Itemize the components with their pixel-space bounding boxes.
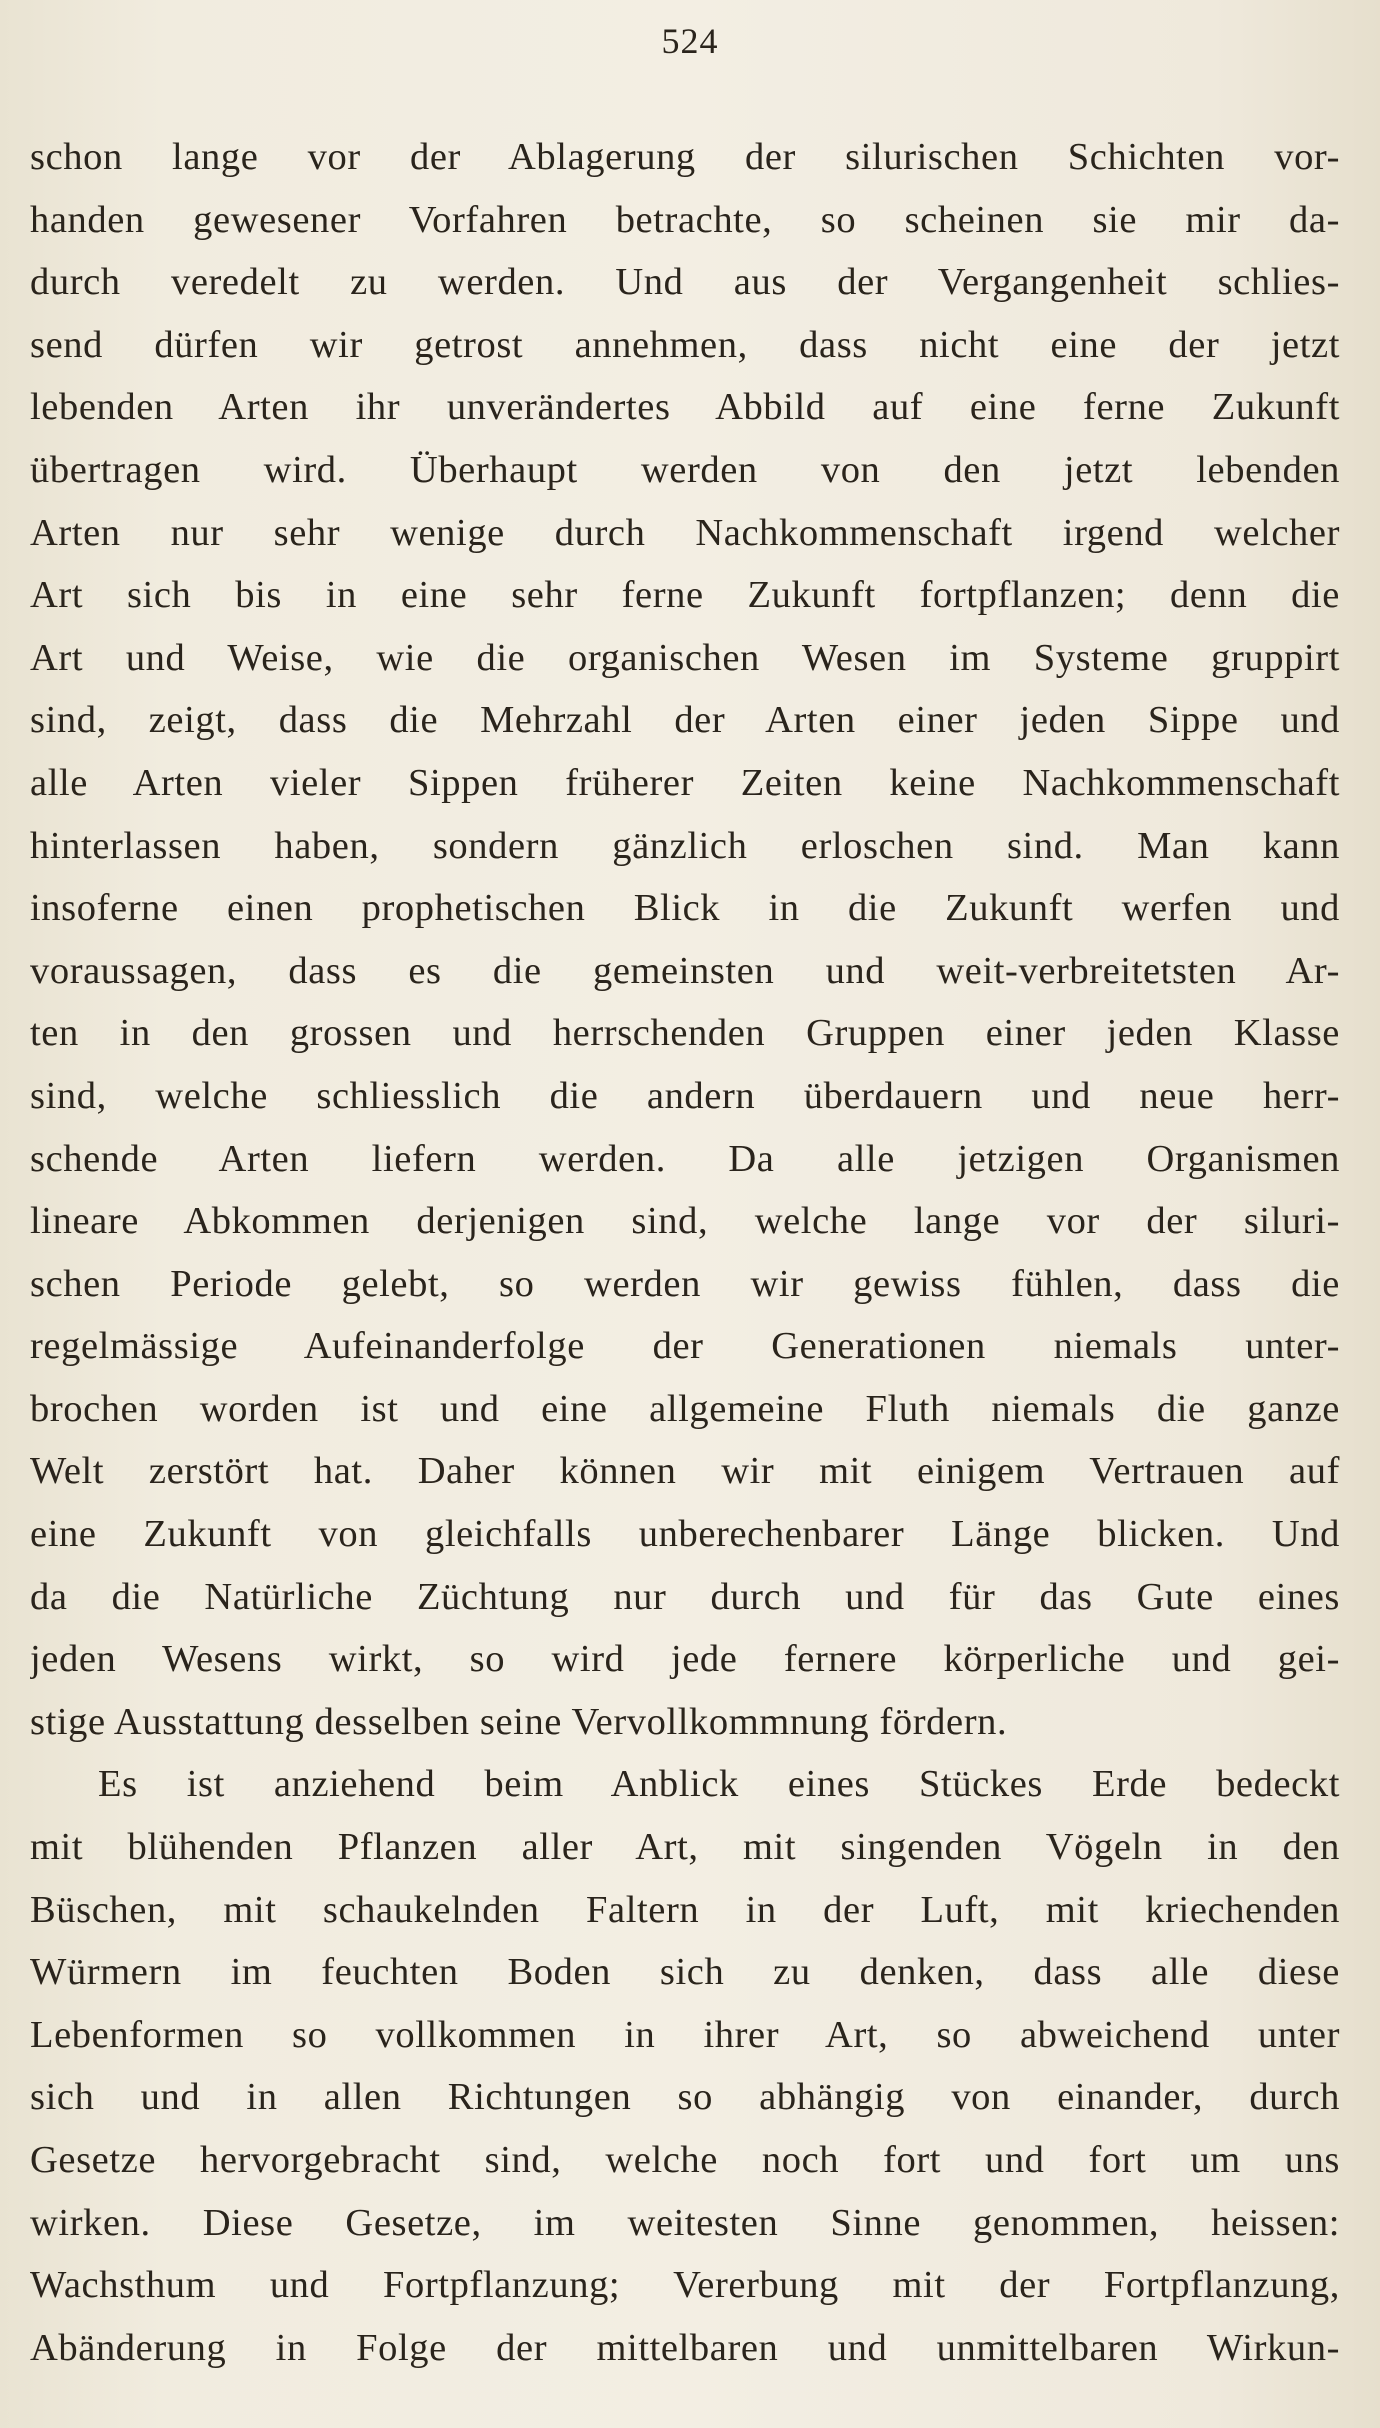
paragraph-1 — [30, 126, 1340, 1753]
text-line: durch veredelt zu werden. Und aus der Vergangenheit schlies- — [30, 261, 1340, 304]
text-line: send dürfen wir getrost annehmen, dass nicht eine der jetzt — [30, 323, 1340, 366]
text-line: lineare Abkommen derjenigen sind, welche lange vor der siluri- — [30, 1200, 1340, 1243]
text-line: sind, welche schliesslich die andern überdauern und neue herr- — [30, 1074, 1340, 1117]
text-line: da die Natürliche Züchtung nur durch und für das Gute eines — [30, 1575, 1340, 1618]
text-line: übertragen wird. Überhaupt werden von den jetzt lebenden — [30, 448, 1340, 491]
text-line: insoferne einen prophetischen Blick in die Zukunft werfen und — [30, 887, 1340, 930]
text-line: handen gewesener Vorfahren betrachte, so scheinen sie mir da- — [30, 198, 1340, 241]
text-line: lebenden Arten ihr unverändertes Abbild auf eine ferne Zukunft — [30, 386, 1340, 429]
text-line: voraussagen, dass es die gemeinsten und weit-verbreitetsten Ar- — [30, 949, 1340, 992]
text-line: Es ist anziehend beim Anblick eines Stückes Erde bedeckt — [98, 1763, 1340, 1806]
text-line: brochen worden ist und eine allgemeine Fluth niemals die ganze — [30, 1387, 1340, 1430]
text-line: sind, zeigt, dass die Mehrzahl der Arten einer jeden Sippe und — [30, 699, 1340, 742]
text-line: schen Periode gelebt, so werden wir gewiss fühlen, dass die — [30, 1262, 1340, 1305]
text-line: hinterlassen haben, sondern gänzlich erloschen sind. Man kann — [30, 824, 1340, 867]
text-line: Abänderung in Folge der mittelbaren und unmittelbaren Wirkun- — [30, 2326, 1340, 2369]
text-line: ten in den grossen und herrschenden Gruppen einer jeden Klasse — [30, 1012, 1340, 1055]
text-line: regelmässige Aufeinanderfolge der Generationen niemals unter- — [30, 1325, 1340, 1368]
text-line: Art und Weise, wie die organischen Wesen im Systeme gruppirt — [30, 636, 1340, 679]
text-line: alle Arten vieler Sippen früherer Zeiten keine Nachkommenschaft — [30, 761, 1340, 804]
text-line: eine Zukunft von gleichfalls unberechenbarer Länge blicken. Und — [30, 1513, 1340, 1556]
text-line: Welt zerstört hat. Daher können wir mit einigem Vertrauen auf — [30, 1450, 1340, 1493]
text-line: schon lange vor der Ablagerung der silurischen Schichten vor- — [30, 136, 1340, 178]
text-line: schende Arten liefern werden. Da alle jetzigen Organismen — [30, 1137, 1340, 1180]
text-line: Arten nur sehr wenige durch Nachkommenschaft irgend welcher — [30, 511, 1340, 554]
page-number: 524 — [661, 21, 719, 61]
text-line: Würmern im feuchten Boden sich zu denken, dass alle diese — [30, 1951, 1340, 1994]
text-line: stige Ausstattung desselben seine Vervollkommnung fördern. — [30, 1700, 1008, 1743]
text-line: wirken. Diese Gesetze, im weitesten Sinne genommen, heissen: — [30, 2201, 1340, 2244]
text-line: sich und in allen Richtungen so abhängig von einander, durch — [30, 2076, 1340, 2119]
text-line: Lebenformen so vollkommen in ihrer Art, so abweichend unter — [30, 2013, 1340, 2056]
text-line: jeden Wesens wirkt, so wird jede fernere körperliche und gei- — [30, 1638, 1340, 1681]
paragraph-2 — [30, 1753, 1340, 2379]
body-text — [30, 126, 1340, 2379]
text-line: mit blühenden Pflanzen aller Art, mit singenden Vögeln in den — [30, 1826, 1340, 1869]
text-line: Büschen, mit schaukelnden Faltern in der Luft, mit kriechenden — [30, 1888, 1340, 1931]
text-line: Wachsthum und Fortpflanzung; Vererbung mit der Fortpflanzung, — [30, 2264, 1340, 2307]
text-line: Gesetze hervorgebracht sind, welche noch fort und fort um uns — [30, 2139, 1340, 2181]
text-line: Art sich bis in eine sehr ferne Zukunft fortpflanzen; denn die — [30, 574, 1340, 617]
